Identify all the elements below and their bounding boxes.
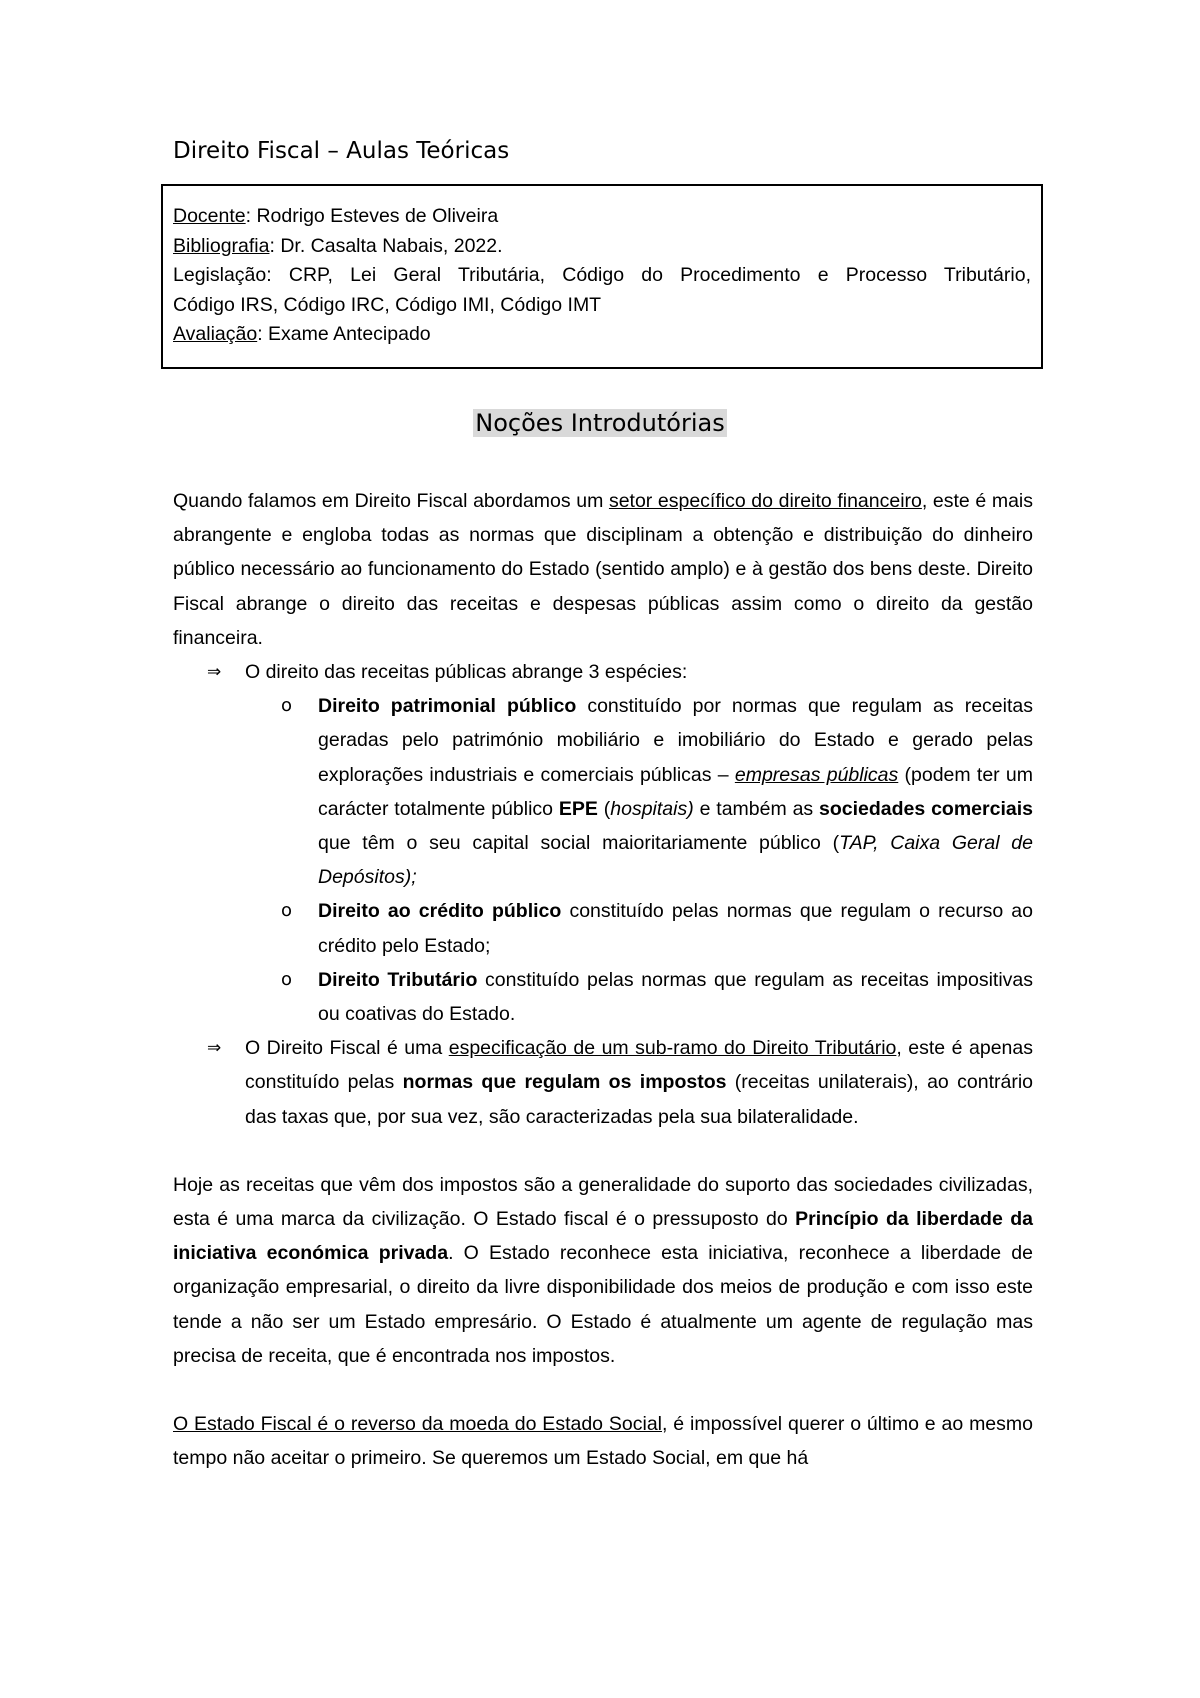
section-heading-text: Noções Introdutórias <box>475 409 725 437</box>
bold-text: Direito Tributário <box>318 968 478 991</box>
avaliacao-label: Avaliação <box>173 323 258 345</box>
text-run: O direito das receitas públicas abrange 3 espécies: <box>245 661 688 684</box>
text-run: Quando falamos em Direito Fiscal abordamos um <box>173 490 609 512</box>
intro-paragraph <box>173 484 1033 655</box>
bold-text: EPE <box>558 797 598 820</box>
section-heading <box>0 409 1200 437</box>
text-run: . O Estado reconhece esta iniciativa, reconhece a liberdade de organização empresarial, o direito da livre disponibilidade dos meios de produção e com isso este tende a não ser um Estado empresário. O Estado é atualmente um agente de regulação mas precisa de receita, que é encontrada nos impostos. <box>173 1242 1033 1367</box>
docente-line <box>173 202 1031 232</box>
docente-label: Docente <box>173 205 246 227</box>
arrow-list-item <box>173 1031 1033 1134</box>
italic-underlined-text: empresas públicas <box>734 763 899 786</box>
document-body <box>173 484 1033 1475</box>
bold-text: Direito ao crédito público <box>318 900 562 923</box>
italic-text: TAP, Caixa Geral de Depósitos); <box>318 832 1033 889</box>
bold-text: normas que regulam os impostos <box>402 1071 727 1094</box>
text-run: constituído pelas normas que regulam as receitas impositivas ou coativas do Estado. <box>318 968 1033 1026</box>
bold-text: sociedades comerciais <box>819 797 1033 820</box>
underlined-text: O Estado Fiscal é o reverso da moeda do Estado Social <box>173 1413 662 1436</box>
estado-fiscal-paragraph <box>173 1168 1033 1373</box>
bold-text: Princípio da liberdade da iniciativa económica privada <box>173 1208 1033 1265</box>
text-run: O Direito Fiscal é uma <box>245 1037 449 1060</box>
text-run: , é impossível querer o último e ao mesmo tempo não aceitar o primeiro. Se queremos um Estado Social, em que há <box>173 1413 1033 1470</box>
text-run: constituído pelas normas que regulam o recurso ao crédito pelo Estado; <box>318 900 1033 957</box>
circle-bullet-icon: o <box>281 900 293 922</box>
text-run: e também as <box>693 797 820 820</box>
arrow-list-item <box>173 655 1033 689</box>
text-run: constituído por normas que regulam as receitas geradas pelo património mobiliário e imobiliário do Estado e gerado pelas explorações industriais e comerciais públicas – <box>318 695 1033 786</box>
italic-text: hospitais) <box>610 797 694 820</box>
text-run: que têm o seu capital social maioritariamente público ( <box>318 832 840 855</box>
bibliografia-line <box>173 232 1031 262</box>
text-run: ( <box>597 797 611 820</box>
circle-list-item <box>173 894 1033 962</box>
text-run: Hoje as receitas que vêm dos impostos são a generalidade do suporto das sociedades civilizadas, esta é uma marca da civilização. O Estado fiscal é o pressuposto do <box>173 1173 1033 1231</box>
underlined-text: especificação de um sub-ramo do Direito Tributário <box>448 1037 897 1060</box>
paragraph-spacer <box>173 1373 1033 1407</box>
avaliacao-line <box>173 320 1031 350</box>
docente-value: : Rodrigo Esteves de Oliveira <box>245 205 499 227</box>
text-run: (podem ter um carácter totalmente público <box>318 763 1033 820</box>
bibliografia-label: Bibliografia <box>173 234 270 257</box>
arrow-bullet-icon: ⇒ <box>207 662 222 683</box>
bibliografia-value: : Dr. Casalta Nabais, 2022. <box>269 234 503 257</box>
text-run: , este é apenas constituído pelas <box>245 1037 1033 1094</box>
circle-list-item <box>173 689 1033 894</box>
text-run: (receitas unilaterais), ao contrário das taxas que, por sua vez, são caracterizadas pela sua bilateralidade. <box>245 1071 1033 1128</box>
paragraph-spacer <box>173 1134 1033 1168</box>
circle-list-item <box>173 963 1033 1031</box>
estado-social-paragraph <box>173 1407 1033 1475</box>
text-run: , este é mais abrangente e engloba todas as normas que disciplinam a obtenção e distribuição do dinheiro público necessário ao funcionamento do Estado (sentido amplo) e à gestão dos bens deste. Direito Fiscal abrange o direito das receitas e despesas públicas assim como o direito da gestão financeira. <box>173 490 1033 649</box>
circle-bullet-icon: o <box>281 968 293 990</box>
arrow-bullet-icon: ⇒ <box>207 1038 222 1059</box>
legislacao-line-2: Código IRS, Código IRC, Código IMI, Código IMT <box>173 293 602 316</box>
circle-bullet-icon: o <box>281 695 293 717</box>
course-info-box <box>161 184 1043 369</box>
legislacao-line-1: Legislação: CRP, Lei Geral Tributária, Código do Procedimento e Processo Tributário, <box>173 264 1031 286</box>
avaliacao-value: : Exame Antecipado <box>257 323 431 345</box>
document-title: Direito Fiscal – Aulas Teóricas <box>173 138 510 164</box>
underlined-text: setor específico do direito financeiro <box>608 490 922 512</box>
bold-text: Direito patrimonial público <box>318 695 577 718</box>
